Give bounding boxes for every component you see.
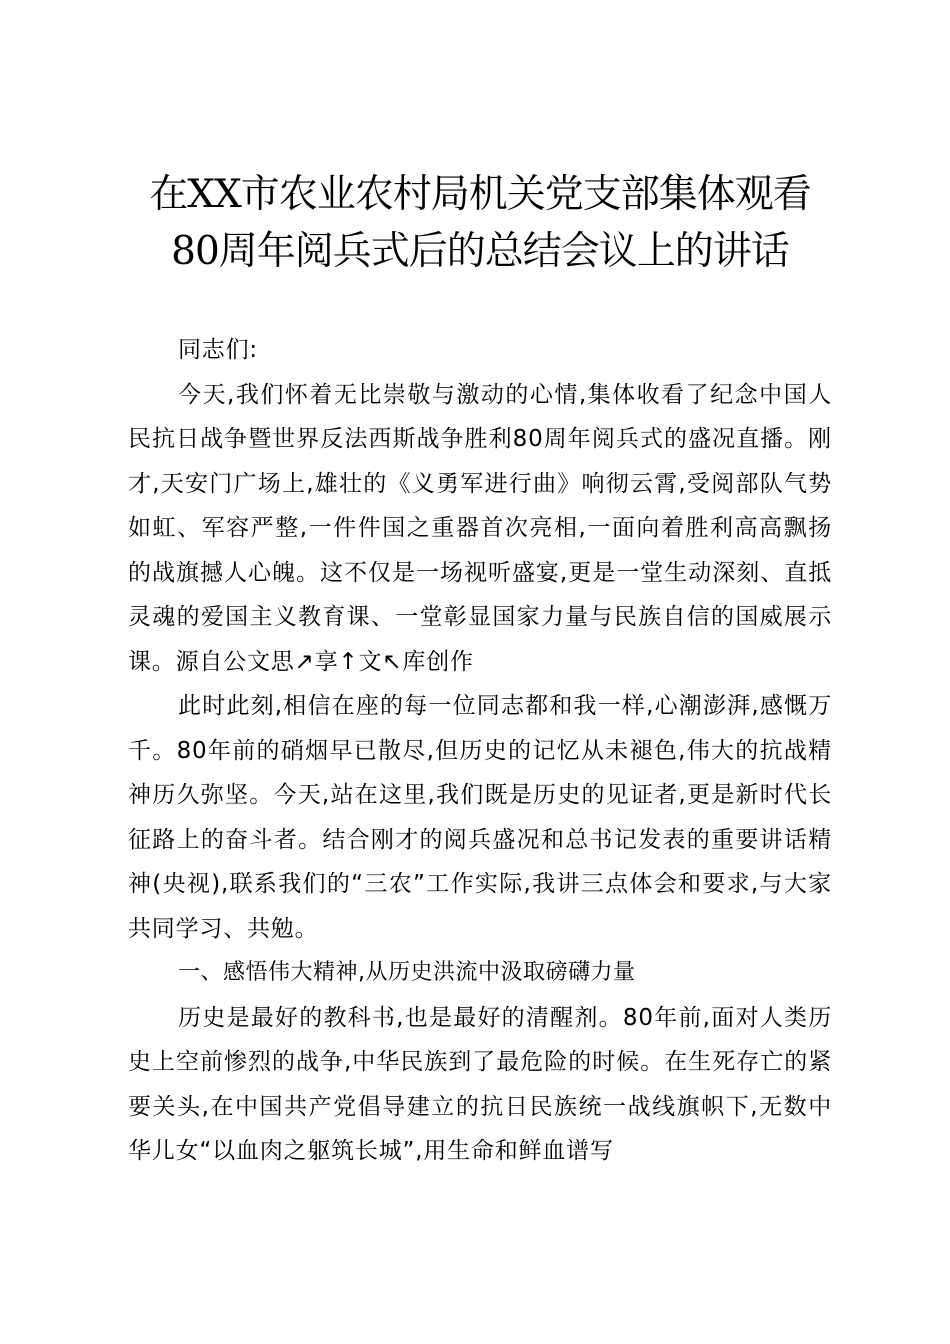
salutation: 同志们: — [178, 337, 258, 363]
section-heading: 一、感悟伟大精神,从历史洪流中汲取磅礴力量 — [178, 960, 636, 985]
body-paragraph: 此时此刻,相信在座的每一位同志都和我一样,心潮澎湃,感慨万千。80年前的硝烟早已散尽,但历史的记忆从未褪色,伟大的抗战精神历久弥坚。今天,站在这里,我们既是历史的见证者,更是新时代长征路上的奋斗者。结合刚才的阅兵盛况和总书记发表的重要讲话精神(央视),联系我们的“三农”工作实际,我讲三点体会和要求,与大家共同学习、共勉。 — [128, 693, 832, 942]
document-body — [128, 328, 832, 1174]
document-title: 在XX市农业农村局机关党支部集体观看80周年阅兵式后的总结会议上的讲话 — [149, 172, 811, 274]
body-paragraph: 历史是最好的教科书,也是最好的清醒剂。80年前,面对人类历史上空前惨烈的战争,中华民族到了最危险的时候。在生死存亡的紧要关头,在中国共产党倡导建立的抗日民族统一战线旗帜下,无数中华儿女“以血肉之躯筑长城”,用生命和鲜血谱写 — [128, 1004, 832, 1164]
body-paragraph: 今天,我们怀着无比崇敬与激动的心情,集体收看了纪念中国人民抗日战争暨世界反法西斯战争胜利80周年阅兵式的盛况直播。刚才,天安门广场上,雄壮的《义勇军进行曲》响彻云霄,受阅部队气势如虹、军容严整,一件件国之重器首次亮相,一面向着胜利高高飘扬的战旗撼人心魄。这不仅是一场视听盛宴,更是一堂生动深刻、直抵灵魂的爱国主义教育课、一堂彰显国家力量与民族自信的国威展示课。源自公文思↗享↑文↖库创作 — [128, 381, 832, 675]
